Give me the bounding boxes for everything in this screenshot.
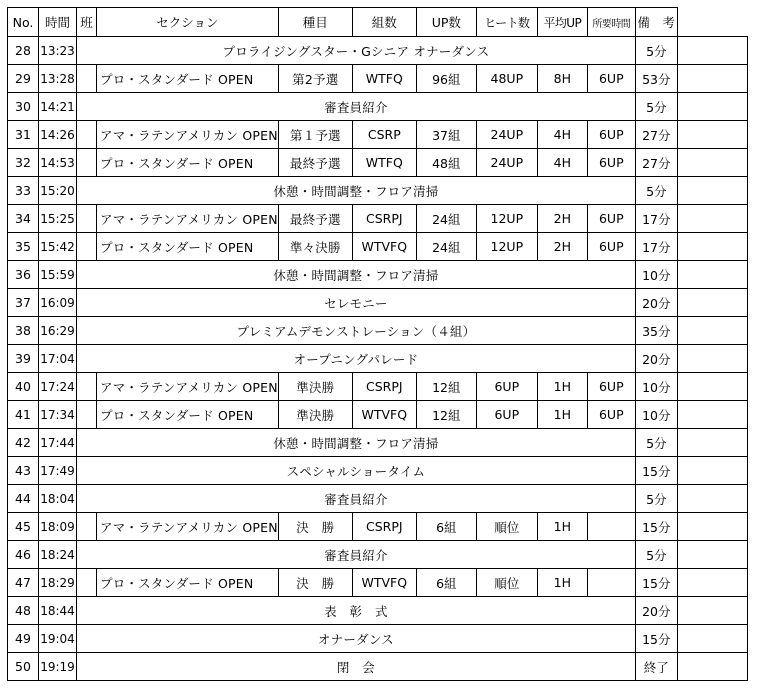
cell-han	[77, 205, 97, 233]
cell-type: CSRPJ	[352, 373, 416, 401]
table-row	[8, 569, 748, 597]
table-row	[8, 65, 748, 93]
cell-groups: 6組	[416, 513, 476, 541]
cell-no: 42	[8, 429, 39, 457]
cell-avg-up: 6UP	[587, 149, 635, 177]
cell-duration: 17分	[635, 205, 677, 233]
cell-event: オープニングパレード	[77, 345, 636, 373]
cell-time: 14:26	[39, 121, 77, 149]
cell-avg-up: 6UP	[587, 205, 635, 233]
cell-notes	[677, 345, 747, 373]
table-row	[8, 177, 748, 205]
cell-no: 31	[8, 121, 39, 149]
cell-notes	[677, 429, 747, 457]
cell-notes	[677, 233, 747, 261]
cell-no: 45	[8, 513, 39, 541]
cell-time: 19:19	[39, 653, 77, 681]
cell-event: 休憩・時間調整・フロア清掃	[77, 429, 636, 457]
cell-groups: 12組	[416, 373, 476, 401]
header-duration: 所要時間	[587, 8, 635, 37]
cell-no: 28	[8, 37, 39, 65]
cell-type: WTFQ	[352, 149, 416, 177]
cell-notes	[677, 373, 747, 401]
cell-no: 43	[8, 457, 39, 485]
cell-groups: 37組	[416, 121, 476, 149]
cell-notes	[677, 37, 747, 65]
cell-round: 準決勝	[278, 373, 352, 401]
cell-han	[77, 149, 97, 177]
cell-groups: 24組	[416, 233, 476, 261]
cell-heats: 4H	[537, 149, 587, 177]
cell-notes	[677, 569, 747, 597]
table-row	[8, 625, 748, 653]
header-row	[8, 8, 748, 37]
header-kind: 種目	[278, 8, 352, 37]
cell-no: 34	[8, 205, 39, 233]
header-no: No.	[8, 8, 39, 37]
cell-type: CSRPJ	[352, 513, 416, 541]
cell-duration: 5分	[635, 485, 677, 513]
cell-up: 6UP	[476, 373, 537, 401]
table-row	[8, 37, 748, 65]
cell-no: 46	[8, 541, 39, 569]
cell-time: 13:23	[39, 37, 77, 65]
cell-heats: 1H	[537, 513, 587, 541]
cell-time: 16:29	[39, 317, 77, 345]
cell-time: 14:21	[39, 93, 77, 121]
cell-round: 決 勝	[278, 569, 352, 597]
cell-round: 準々決勝	[278, 233, 352, 261]
cell-avg-up: 6UP	[587, 121, 635, 149]
cell-heats: 8H	[537, 65, 587, 93]
cell-no: 32	[8, 149, 39, 177]
table-row	[8, 205, 748, 233]
cell-avg-up: 6UP	[587, 373, 635, 401]
cell-heats: 1H	[537, 401, 587, 429]
cell-round: 最終予選	[278, 205, 352, 233]
cell-groups: 96組	[416, 65, 476, 93]
cell-round: 第１予選	[278, 121, 352, 149]
cell-time: 17:24	[39, 373, 77, 401]
cell-notes	[677, 541, 747, 569]
cell-heats: 2H	[537, 233, 587, 261]
cell-no: 33	[8, 177, 39, 205]
cell-groups: 6組	[416, 569, 476, 597]
cell-type: WTVFQ	[352, 401, 416, 429]
cell-duration: 5分	[635, 541, 677, 569]
cell-notes	[677, 93, 747, 121]
cell-notes	[677, 457, 747, 485]
cell-time: 18:04	[39, 485, 77, 513]
cell-round: 第2予選	[278, 65, 352, 93]
cell-up: 12UP	[476, 233, 537, 261]
cell-groups: 12組	[416, 401, 476, 429]
cell-no: 50	[8, 653, 39, 681]
cell-duration: 終了	[635, 653, 677, 681]
cell-time: 17:49	[39, 457, 77, 485]
cell-event: 審査員紹介	[77, 541, 636, 569]
cell-duration: 20分	[635, 345, 677, 373]
cell-notes	[677, 65, 747, 93]
cell-time: 13:28	[39, 65, 77, 93]
cell-event: プロライジングスター・Gシニア オナーダンス	[77, 37, 636, 65]
header-heats: ヒート数	[476, 8, 537, 37]
cell-section: アマ・ラテンアメリカン OPEN	[97, 121, 279, 149]
table-row	[8, 317, 748, 345]
table-row	[8, 121, 748, 149]
cell-notes	[677, 289, 747, 317]
schedule-body	[8, 37, 748, 681]
cell-avg-up: 6UP	[587, 401, 635, 429]
header-section: セクション	[97, 8, 279, 37]
cell-duration: 35分	[635, 317, 677, 345]
cell-han	[77, 121, 97, 149]
cell-event: 休憩・時間調整・フロア清掃	[77, 177, 636, 205]
cell-duration: 27分	[635, 121, 677, 149]
cell-han	[77, 233, 97, 261]
cell-event: 表 彰 式	[77, 597, 636, 625]
table-row	[8, 261, 748, 289]
cell-duration: 10分	[635, 373, 677, 401]
cell-duration: 27分	[635, 149, 677, 177]
cell-duration: 5分	[635, 429, 677, 457]
cell-event: 休憩・時間調整・フロア清掃	[77, 261, 636, 289]
cell-time: 17:04	[39, 345, 77, 373]
cell-no: 47	[8, 569, 39, 597]
cell-round: 最終予選	[278, 149, 352, 177]
table-row	[8, 653, 748, 681]
cell-section: プロ・スタンダード OPEN	[97, 233, 279, 261]
cell-no: 44	[8, 485, 39, 513]
cell-type: CSRP	[352, 121, 416, 149]
cell-heats: 4H	[537, 121, 587, 149]
cell-up: 24UP	[476, 149, 537, 177]
cell-up: 順位	[476, 513, 537, 541]
table-row	[8, 597, 748, 625]
cell-time: 18:44	[39, 597, 77, 625]
cell-time: 15:42	[39, 233, 77, 261]
cell-time: 15:59	[39, 261, 77, 289]
cell-notes	[677, 513, 747, 541]
cell-time: 15:20	[39, 177, 77, 205]
cell-duration: 15分	[635, 513, 677, 541]
cell-time: 17:34	[39, 401, 77, 429]
cell-notes	[677, 485, 747, 513]
table-row	[8, 541, 748, 569]
cell-notes	[677, 401, 747, 429]
cell-round: 決 勝	[278, 513, 352, 541]
cell-notes	[677, 261, 747, 289]
cell-duration: 5分	[635, 93, 677, 121]
table-row	[8, 513, 748, 541]
cell-event: 審査員紹介	[77, 485, 636, 513]
cell-up: 順位	[476, 569, 537, 597]
cell-section: アマ・ラテンアメリカン OPEN	[97, 373, 279, 401]
header-up: UP数	[416, 8, 476, 37]
cell-time: 16:09	[39, 289, 77, 317]
table-row	[8, 485, 748, 513]
cell-section: アマ・ラテンアメリカン OPEN	[97, 513, 279, 541]
cell-groups: 24組	[416, 205, 476, 233]
table-row	[8, 457, 748, 485]
cell-han	[77, 373, 97, 401]
cell-time: 17:44	[39, 429, 77, 457]
cell-avg-up	[587, 513, 635, 541]
cell-heats: 1H	[537, 569, 587, 597]
cell-event: セレモニー	[77, 289, 636, 317]
cell-duration: 5分	[635, 177, 677, 205]
cell-section: プロ・スタンダード OPEN	[97, 65, 279, 93]
cell-no: 39	[8, 345, 39, 373]
cell-avg-up: 6UP	[587, 65, 635, 93]
cell-notes	[677, 625, 747, 653]
cell-duration: 20分	[635, 597, 677, 625]
table-row	[8, 429, 748, 457]
cell-no: 38	[8, 317, 39, 345]
cell-type: WTVFQ	[352, 569, 416, 597]
cell-notes	[677, 597, 747, 625]
cell-duration: 15分	[635, 625, 677, 653]
cell-notes	[677, 653, 747, 681]
table-row	[8, 373, 748, 401]
cell-avg-up	[587, 569, 635, 597]
cell-duration: 15分	[635, 457, 677, 485]
cell-han	[77, 65, 97, 93]
cell-up: 12UP	[476, 205, 537, 233]
header-notes: 備 考	[635, 8, 677, 37]
cell-time: 18:24	[39, 541, 77, 569]
cell-section: プロ・スタンダード OPEN	[97, 149, 279, 177]
cell-duration: 17分	[635, 233, 677, 261]
cell-section: アマ・ラテンアメリカン OPEN	[97, 205, 279, 233]
cell-avg-up: 6UP	[587, 233, 635, 261]
table-row	[8, 233, 748, 261]
cell-no: 48	[8, 597, 39, 625]
header-han: 班	[77, 8, 97, 37]
cell-no: 40	[8, 373, 39, 401]
cell-type: WTFQ	[352, 65, 416, 93]
cell-no: 30	[8, 93, 39, 121]
cell-type: CSRPJ	[352, 205, 416, 233]
cell-event: オナーダンス	[77, 625, 636, 653]
table-row	[8, 149, 748, 177]
cell-duration: 53分	[635, 65, 677, 93]
cell-event: 閉 会	[77, 653, 636, 681]
cell-up: 6UP	[476, 401, 537, 429]
cell-heats: 1H	[537, 373, 587, 401]
cell-type: WTVFQ	[352, 233, 416, 261]
cell-no: 35	[8, 233, 39, 261]
cell-time: 19:04	[39, 625, 77, 653]
cell-han	[77, 569, 97, 597]
cell-notes	[677, 149, 747, 177]
cell-no: 37	[8, 289, 39, 317]
table-row	[8, 401, 748, 429]
cell-no: 29	[8, 65, 39, 93]
header-avg-up: 平均UP	[537, 8, 587, 37]
header-time: 時間	[39, 8, 77, 37]
cell-round: 準決勝	[278, 401, 352, 429]
cell-time: 18:29	[39, 569, 77, 597]
table-row	[8, 289, 748, 317]
cell-event: スペシャルショータイム	[77, 457, 636, 485]
cell-han	[77, 513, 97, 541]
cell-notes	[677, 121, 747, 149]
cell-notes	[677, 317, 747, 345]
cell-up: 48UP	[476, 65, 537, 93]
cell-no: 49	[8, 625, 39, 653]
cell-duration: 5分	[635, 37, 677, 65]
cell-time: 18:09	[39, 513, 77, 541]
cell-notes	[677, 205, 747, 233]
cell-han	[77, 401, 97, 429]
cell-event: 審査員紹介	[77, 93, 636, 121]
cell-time: 15:25	[39, 205, 77, 233]
table-row	[8, 93, 748, 121]
cell-section: プロ・スタンダード OPEN	[97, 569, 279, 597]
header-groups: 組数	[352, 8, 416, 37]
table-row	[8, 345, 748, 373]
cell-event: プレミアムデモンストレーション（４組）	[77, 317, 636, 345]
cell-duration: 10分	[635, 261, 677, 289]
cell-section: プロ・スタンダード OPEN	[97, 401, 279, 429]
cell-notes	[677, 177, 747, 205]
cell-time: 14:53	[39, 149, 77, 177]
cell-up: 24UP	[476, 121, 537, 149]
cell-no: 36	[8, 261, 39, 289]
schedule-table	[7, 7, 748, 681]
cell-duration: 15分	[635, 569, 677, 597]
cell-groups: 48組	[416, 149, 476, 177]
cell-duration: 20分	[635, 289, 677, 317]
cell-heats: 2H	[537, 205, 587, 233]
cell-duration: 10分	[635, 401, 677, 429]
cell-no: 41	[8, 401, 39, 429]
